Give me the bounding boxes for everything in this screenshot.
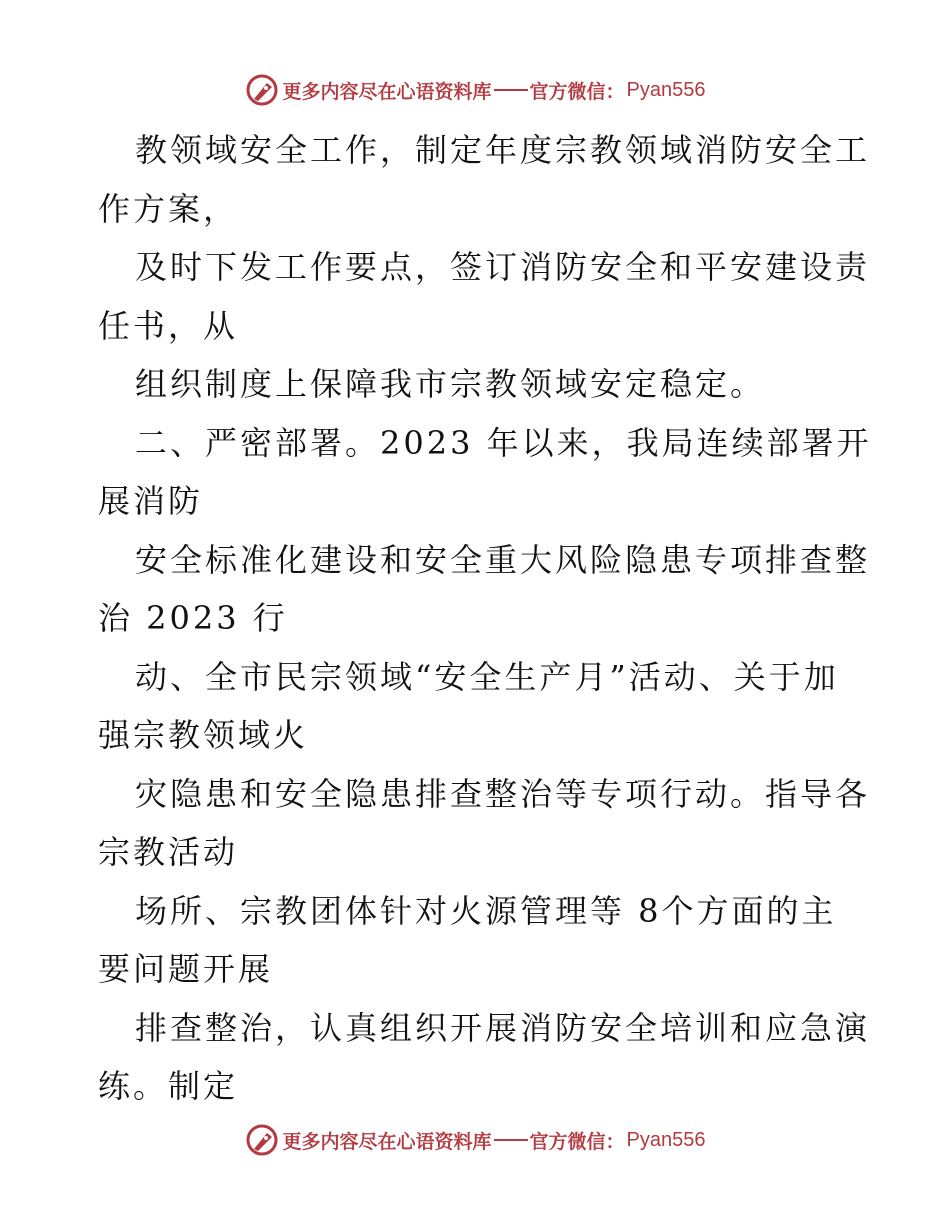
watermark-handle: Pyan556 xyxy=(626,78,706,101)
text-line: 治 2023 行 xyxy=(98,599,288,637)
watermark-handle: Pyan556 xyxy=(626,1128,706,1151)
watermark xyxy=(245,73,706,107)
text-line: 排查整治，认真组织开展消防安全培训和应急演 xyxy=(135,1008,871,1047)
watermark-label: 官方微信： xyxy=(529,80,625,103)
watermark-site: 更多内容尽在心语资料库 xyxy=(282,1130,492,1153)
watermark-site: 更多内容尽在心语资料库 xyxy=(282,80,492,103)
text-line: 练。制定 xyxy=(98,1067,239,1105)
text-line: 强宗教领域火 xyxy=(98,716,309,754)
text-line: 教领域安全工作，制定年度宗教领域消防安全工 xyxy=(135,131,871,169)
pen-nib-circle-icon xyxy=(245,1123,279,1157)
text-line: 组织制度上保障我市宗教领域安定稳定。 xyxy=(135,365,766,403)
text-line: 作方案， xyxy=(98,189,239,228)
text-line: 场所、宗教团体针对火源管理等 8个方面的主 xyxy=(135,891,837,930)
text-line: 动、全市民宗领域“安全生产月”活动、关于加 xyxy=(135,657,839,696)
footer-watermark xyxy=(0,1120,950,1160)
header-watermark xyxy=(0,70,950,110)
watermark-dash xyxy=(494,1139,528,1141)
watermark-dash xyxy=(494,89,528,91)
text-line: 安全标准化建设和安全重大风险隐患专项排查整 xyxy=(135,540,871,579)
document-body xyxy=(98,121,872,1116)
pen-nib-circle-icon xyxy=(245,73,279,107)
text-line: 展消防 xyxy=(98,482,204,520)
text-line: 灾隐患和安全隐患排查整治等专项行动。指导各 xyxy=(135,774,871,813)
text-line: 要问题开展 xyxy=(98,950,274,988)
text-line: 宗教活动 xyxy=(98,833,239,871)
text-line: 及时下发工作要点，签订消防安全和平安建设责 xyxy=(135,248,871,286)
text-line: 二、严密部署。2023 年以来，我局连续部署开 xyxy=(135,423,872,462)
text-line: 任书，从 xyxy=(98,306,239,345)
watermark xyxy=(245,1123,706,1157)
watermark-label: 官方微信： xyxy=(529,1130,625,1153)
